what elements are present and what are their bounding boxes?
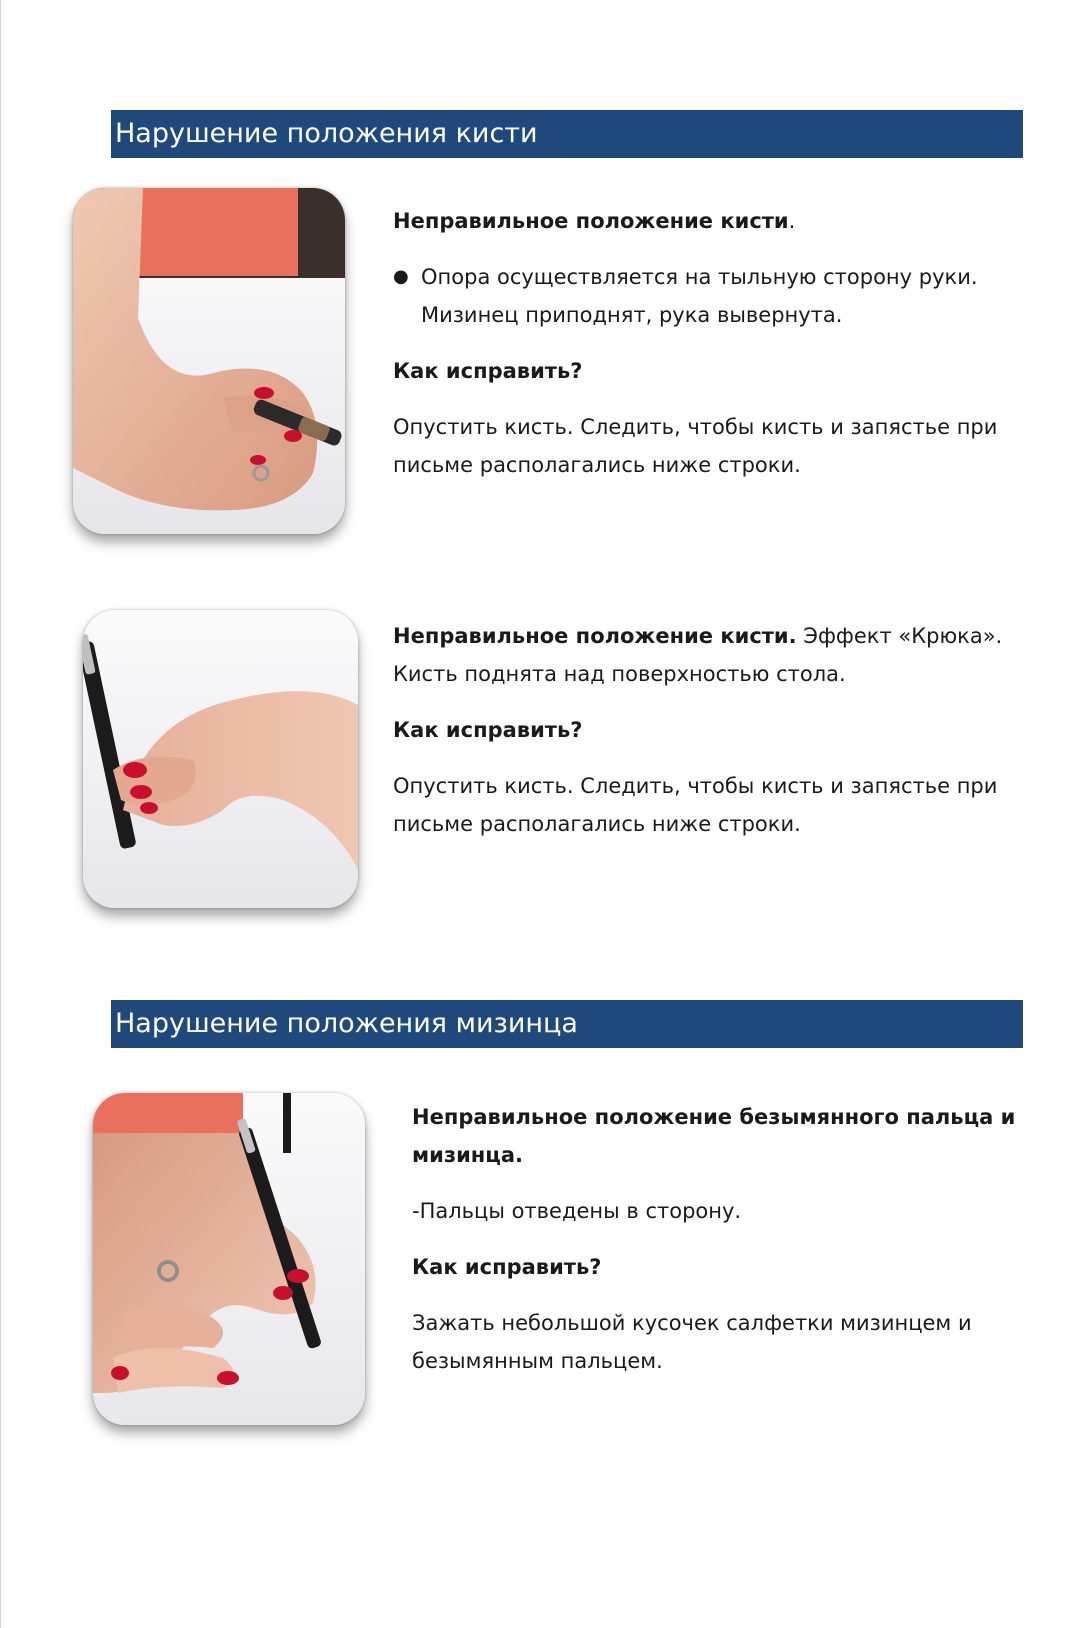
section-title: Нарушение положения кисти [115, 118, 538, 149]
block-heading: Неправильное положение кисти. [393, 624, 797, 648]
fix-label: Как исправить? [393, 718, 583, 742]
fix-label: Как исправить? [412, 1255, 602, 1279]
heading-suffix: . [788, 209, 796, 233]
fix-label: Как исправить? [393, 359, 583, 383]
bullet-dot-icon: ● [393, 266, 409, 287]
text-block-pinky [412, 1098, 1032, 1380]
heading-rest: Эффект «Крюка». Кисть поднята над поверхностью стола. [393, 624, 1003, 686]
photo-hand-back-support [73, 188, 345, 534]
section-header-hand [111, 110, 1023, 158]
block-heading: Неправильное положение кисти [393, 209, 789, 233]
fix-text: Опустить кисть. Следить, чтобы кисть и запястье при письме располагались ниже строки. [393, 415, 998, 477]
block-heading: Неправильное положение безымянного пальца и мизинца. [412, 1105, 1016, 1167]
text-block-hand-back [393, 202, 1013, 484]
text-block-hook [393, 617, 1013, 843]
fix-text: Зажать небольшой кусочек салфетки мизинцем и безымянным пальцем. [412, 1311, 972, 1373]
bullet-text: Опора осуществляется на тыльную сторону руки. Мизинец приподнят, рука вывернута. [421, 265, 978, 327]
section-header-pinky [111, 1000, 1023, 1048]
detail-text: -Пальцы отведены в сторону. [412, 1199, 742, 1223]
bullet-item [393, 258, 1013, 334]
photo-pinky-spread [93, 1093, 365, 1425]
fix-text: Опустить кисть. Следить, чтобы кисть и запястье при письме располагались ниже строки. [393, 774, 998, 836]
section-title: Нарушение положения мизинца [115, 1008, 578, 1039]
photo-hand-hook [83, 610, 358, 908]
